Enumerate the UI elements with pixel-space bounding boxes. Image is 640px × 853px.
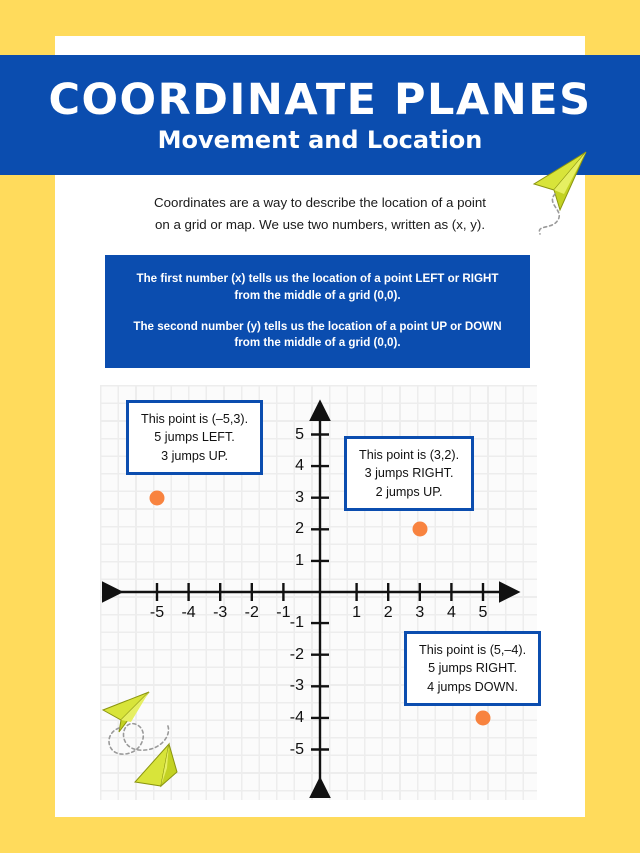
paper-plane-icon — [95, 682, 225, 800]
intro-text — [75, 192, 565, 236]
callout-coord: This point is (3,2). — [359, 448, 460, 462]
x-tick-label: -2 — [244, 604, 259, 621]
paper-plane-icon — [524, 148, 596, 244]
callout-move-y: 3 jumps UP. — [161, 448, 229, 463]
callout-coord: This point is (–5,3). — [141, 412, 249, 426]
callout-move-y: 4 jumps DOWN. — [427, 679, 519, 694]
x-tick-label: -5 — [149, 604, 165, 621]
y-tick-label: 5 — [295, 425, 304, 443]
y-tick-label: -3 — [289, 677, 304, 695]
x-tick-label: -4 — [181, 604, 196, 621]
rule-x-axis: The first number (x) tells us the location of a point LEFT or RIGHT from the middle of a grid (0,0). — [136, 271, 499, 302]
x-tick-label: 2 — [383, 604, 393, 621]
callout-point-2 — [344, 436, 474, 511]
page-title: COORDINATE PLANES — [48, 74, 592, 125]
page-subtitle: Movement and Location — [157, 125, 483, 154]
y-tick-label: -1 — [289, 614, 304, 632]
callout-move-x: 3 jumps RIGHT. — [364, 466, 454, 481]
data-point — [412, 522, 427, 537]
callout-move-y: 2 jumps UP. — [375, 484, 443, 499]
y-tick-label: -2 — [289, 645, 304, 663]
rules-box — [105, 255, 530, 368]
x-tick-label: 3 — [415, 604, 425, 621]
y-tick-label: 4 — [295, 457, 304, 475]
x-tick-label: 4 — [446, 604, 456, 621]
y-tick-label: 3 — [295, 488, 304, 506]
intro-line-2: on a grid or map. We use two numbers, written as (x, y). — [154, 216, 486, 232]
y-tick-label: -4 — [289, 708, 304, 726]
x-tick-label: -1 — [276, 604, 291, 621]
y-tick-label: 1 — [295, 551, 304, 569]
rule-y-axis: The second number (y) tells us the location of a point UP or DOWN from the middle of a grid (0,0). — [133, 319, 502, 350]
data-point — [150, 490, 165, 505]
callout-point-1 — [126, 400, 263, 475]
intro-line-1: Coordinates are a way to describe the location of a point — [154, 195, 486, 210]
callout-move-x: 5 jumps RIGHT. — [428, 661, 517, 676]
callout-coord: This point is (5,–4). — [419, 643, 527, 657]
x-tick-label: -3 — [213, 604, 228, 621]
y-tick-label: 2 — [295, 520, 304, 538]
x-tick-label: 1 — [352, 604, 362, 621]
callout-move-x: 5 jumps LEFT. — [154, 430, 235, 445]
y-tick-label: -5 — [289, 740, 304, 758]
data-point — [476, 710, 491, 725]
callout-point-3 — [404, 631, 541, 706]
x-tick-label: 5 — [478, 604, 488, 621]
